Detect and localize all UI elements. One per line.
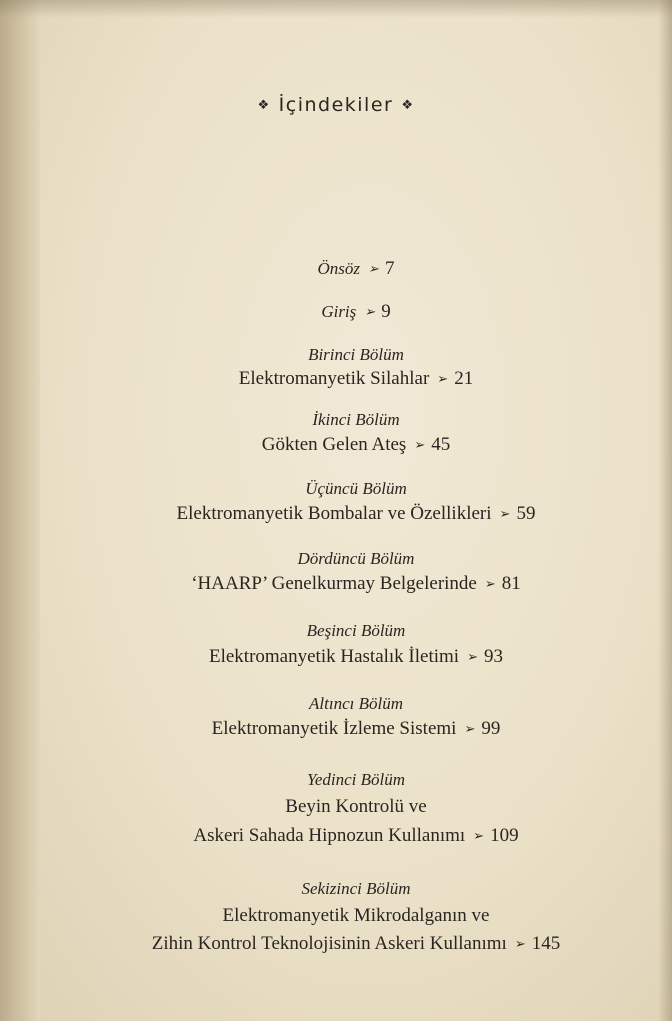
arrow-icon: ➢ bbox=[414, 437, 426, 452]
arrow-icon: ➢ bbox=[484, 576, 496, 591]
page-number: 93 bbox=[484, 646, 503, 667]
chapter-label: Dördüncü Bölüm bbox=[297, 549, 415, 568]
title-text: İçindekiler bbox=[278, 94, 394, 116]
page-number: 109 bbox=[490, 825, 519, 846]
chapter-label: Yedinci Bölüm bbox=[306, 770, 406, 789]
page-number: 9 bbox=[381, 301, 391, 322]
page-number: 21 bbox=[454, 368, 474, 389]
toc-entry-chapter-7 bbox=[20, 824, 672, 848]
chapter-label: Altıncı Bölüm bbox=[309, 694, 403, 713]
toc-entry-chapter-2 bbox=[20, 433, 672, 457]
page-number: 145 bbox=[531, 933, 561, 954]
toc-entry-chapter-6 bbox=[20, 717, 672, 741]
chapter-label: Üçüncü Bölüm bbox=[305, 479, 407, 498]
arrow-icon: ➢ bbox=[514, 936, 526, 951]
arrow-icon: ➢ bbox=[437, 371, 449, 386]
entry-title: Askeri Sahada Hipnozun Kullanımı bbox=[193, 825, 466, 846]
entry-title-line-1: Elektromanyetik Mikrodalganın ve bbox=[222, 905, 490, 926]
toc-entry-giris bbox=[20, 300, 672, 324]
toc-entry-chapter-4 bbox=[20, 572, 672, 596]
toc-entry-chapter-8 bbox=[20, 932, 672, 956]
arrow-icon: ➢ bbox=[464, 721, 476, 736]
entry-title: Elektromanyetik Silahlar bbox=[238, 368, 430, 389]
ornament-left-icon: ❖ bbox=[257, 98, 271, 113]
entry-title: Elektromanyetik Hastalık İletimi bbox=[208, 646, 460, 667]
chapter-label: Sekizinci Bölüm bbox=[301, 879, 411, 898]
entry-title: Giriş bbox=[321, 302, 357, 321]
chapter-label: Beşinci Bölüm bbox=[306, 621, 406, 640]
arrow-icon: ➢ bbox=[499, 506, 511, 521]
ornament-right-icon: ❖ bbox=[401, 98, 415, 113]
toc-entry-chapter-1 bbox=[20, 367, 672, 391]
entry-title: Gökten Gelen Ateş bbox=[261, 434, 407, 455]
chapter-label: Birinci Bölüm bbox=[308, 345, 404, 364]
entry-title-line-1: Beyin Kontrolü ve bbox=[285, 796, 427, 817]
page-number: 45 bbox=[431, 434, 451, 455]
arrow-icon: ➢ bbox=[368, 261, 379, 276]
arrow-icon: ➢ bbox=[364, 304, 376, 319]
toc-entry-chapter-5 bbox=[20, 645, 672, 669]
toc-entry-chapter-3 bbox=[20, 502, 672, 526]
chapter-label: İkinci Bölüm bbox=[312, 410, 400, 429]
entry-title: ‘HAARP’ Genelkurmay Belgelerinde bbox=[191, 573, 477, 594]
entry-title: Zihin Kontrol Teknolojisinin Askeri Kullanımı bbox=[151, 933, 507, 954]
page-number: 81 bbox=[501, 573, 521, 594]
entry-title: Önsöz bbox=[317, 259, 361, 278]
arrow-icon: ➢ bbox=[467, 649, 478, 664]
entry-title: Elektromanyetik Bombalar ve Özellikleri bbox=[176, 503, 492, 524]
page-number: 99 bbox=[481, 718, 501, 739]
entry-title: Elektromanyetik İzleme Sistemi bbox=[211, 718, 457, 739]
arrow-icon: ➢ bbox=[473, 828, 485, 843]
page-number: 59 bbox=[516, 503, 536, 524]
toc-entry-onsoz bbox=[20, 257, 672, 281]
page-number: 7 bbox=[384, 258, 395, 279]
